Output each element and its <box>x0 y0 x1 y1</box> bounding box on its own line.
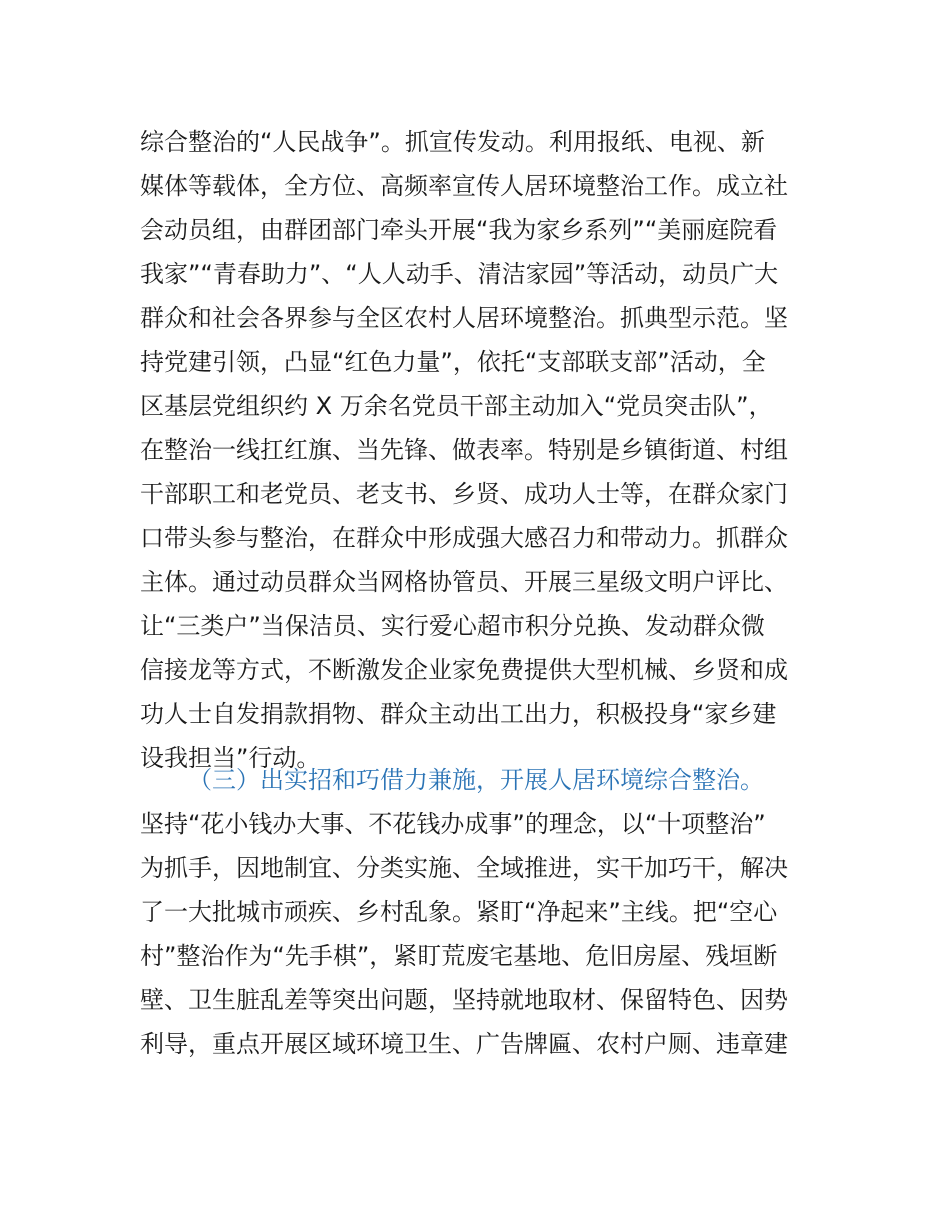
paragraph-line: 坚持“花小钱办大事、不花钱办成事”的理念，以“十项整治” <box>140 810 766 838</box>
paragraph-line: 会动员组，由群团部门牵头开展“我为家乡系列”“美丽庭院看 <box>140 216 778 244</box>
paragraph-1 <box>140 120 820 780</box>
paragraph-line: 在整治一线扛红旗、当先锋、做表率。特别是乡镇街道、村组 <box>140 436 788 464</box>
paragraph-line: 口带头参与整治，在群众中形成强大感召力和带动力。抓群众 <box>140 524 788 552</box>
paragraph-line: 功人士自发捐款捐物、群众主动出工出力，积极投身“家乡建 <box>140 700 777 728</box>
paragraph-2 <box>140 802 820 1066</box>
paragraph-line: 村”整治作为“先手棋”，紧盯荒废宅基地、危旧房屋、残垣断 <box>140 942 778 970</box>
paragraph-line: 利导，重点开展区域环境卫生、广告牌匾、农村户厕、违章建 <box>140 1030 788 1058</box>
paragraph-line: 持党建引领，凸显“红色力量”，依托“支部联支部”活动，全 <box>140 348 766 376</box>
paragraph-line: 综合整治的“人民战争”。抓宣传发动。利用报纸、电视、新 <box>140 128 765 156</box>
paragraph-line: 我家”“青春助力”、“人人动手、清洁家园”等活动，动员广大 <box>140 260 779 288</box>
paragraph-line: 群众和社会各界参与全区农村人居环境整治。抓典型示范。坚 <box>140 304 788 332</box>
section-heading-text: （三）出实招和巧借力兼施，开展人居环境综合整治。 <box>188 766 764 794</box>
paragraph-line: 区基层党组织约 X 万余名党员干部主动加入“党员突击队”， <box>140 392 773 420</box>
paragraph-line: 媒体等载体，全方位、高频率宣传人居环境整治工作。成立社 <box>140 172 788 200</box>
paragraph-line: 让“三类户”当保洁员、实行爱心超市积分兑换、发动群众微 <box>140 612 765 640</box>
paragraph-line: 信接龙等方式，不断激发企业家免费提供大型机械、乡贤和成 <box>140 656 788 684</box>
paragraph-line: 设我担当”行动。 <box>140 744 321 772</box>
section-heading <box>140 758 820 802</box>
paragraph-line: 为抓手，因地制宜、分类实施、全域推进，实干加巧干，解决 <box>140 854 788 882</box>
paragraph-line: 主体。通过动员群众当网格协管员、开展三星级文明户评比、 <box>140 568 788 596</box>
paragraph-line: 干部职工和老党员、老支书、乡贤、成功人士等，在群众家门 <box>140 480 788 508</box>
paragraph-line: 了一大批城市顽疾、乡村乱象。紧盯“净起来”主线。把“空心 <box>140 898 778 926</box>
paragraph-line: 壁、卫生脏乱差等突出问题，坚持就地取材、保留特色、因势 <box>140 986 788 1014</box>
